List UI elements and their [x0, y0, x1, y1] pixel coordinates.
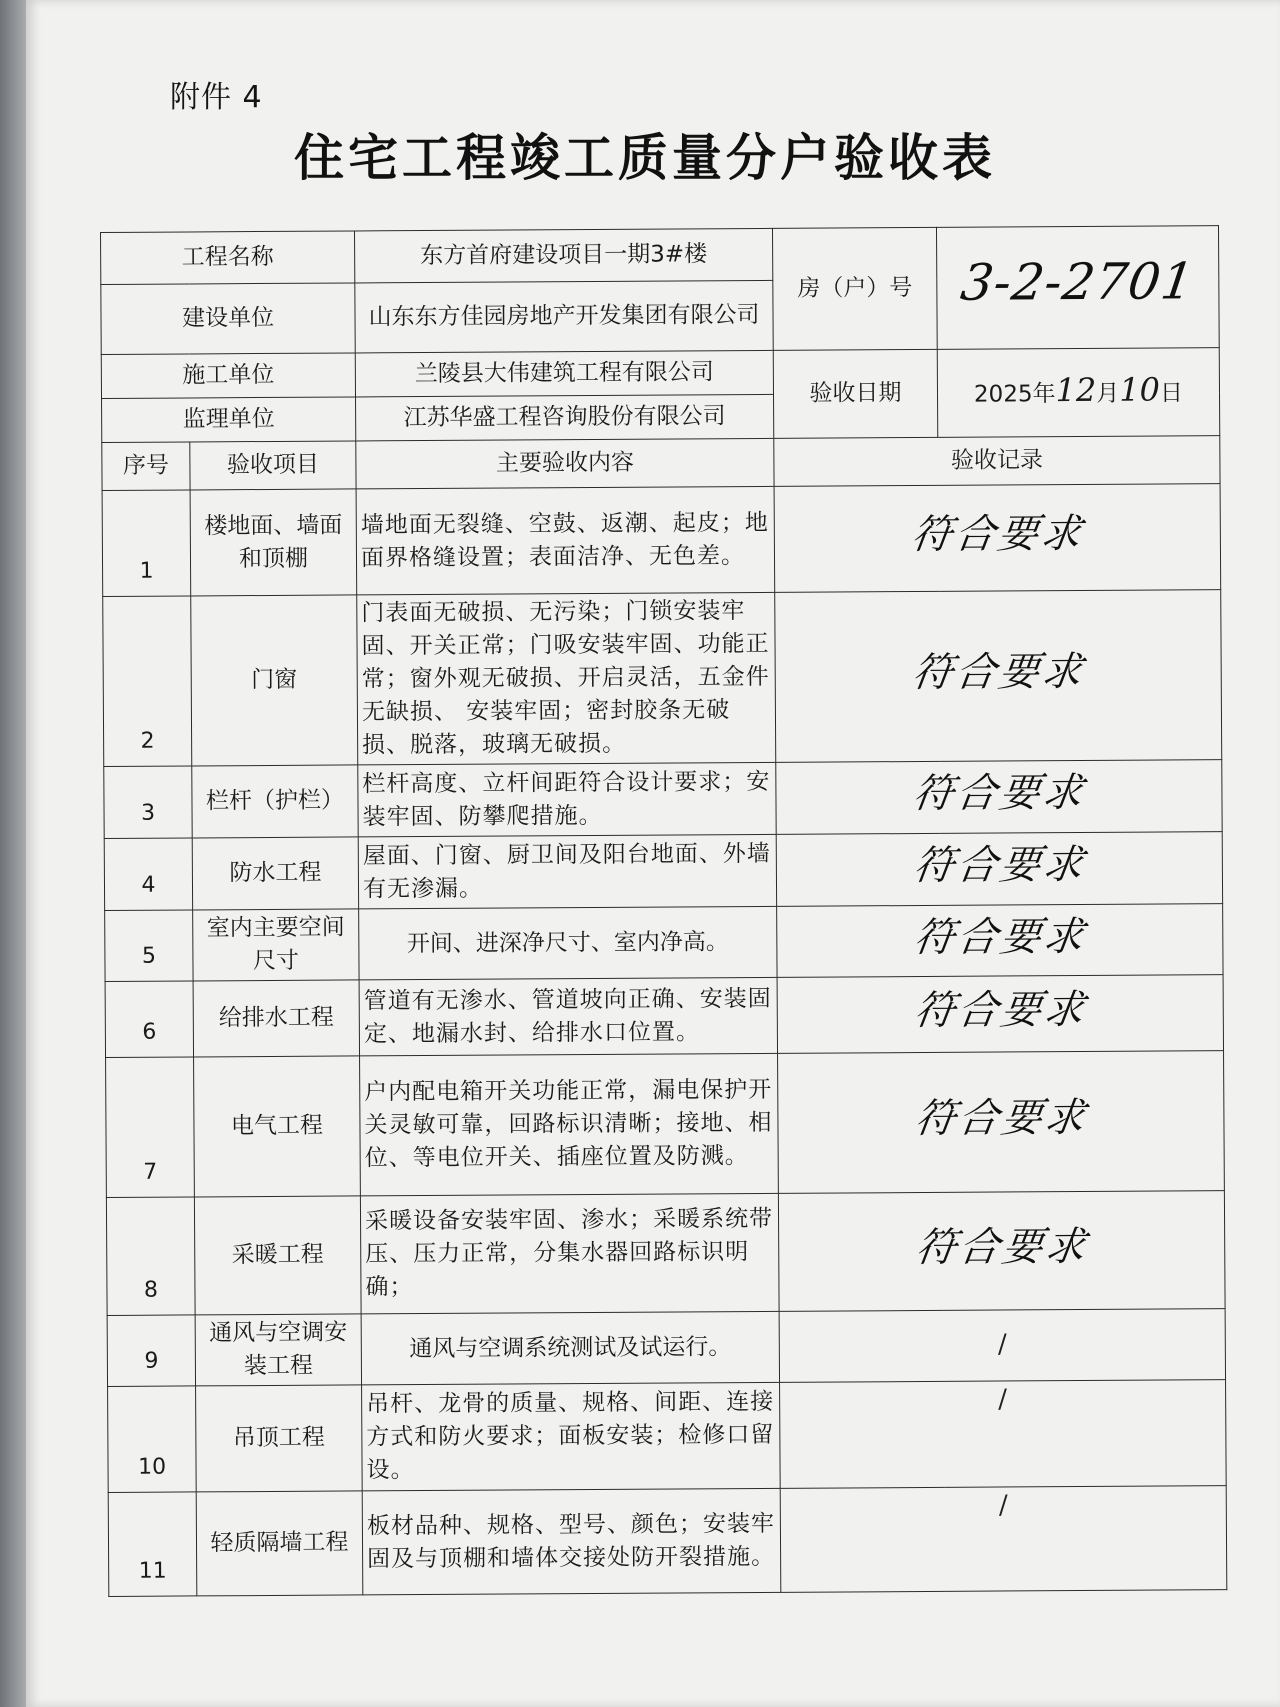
row-record	[777, 904, 1223, 978]
column-header-seq: 序号	[102, 442, 190, 491]
row-content: 管道有无渗水、管道坡向正确、安装固定、地漏水封、给排水口位置。	[359, 977, 777, 1056]
table-row	[102, 484, 1221, 597]
project-name-value: 东方首府建设项目一期3#楼	[354, 228, 772, 283]
row-item: 采暖工程	[194, 1196, 361, 1315]
project-name-label: 工程名称	[101, 231, 355, 285]
acceptance-date-label: 验收日期	[773, 349, 938, 438]
row-record	[778, 1051, 1225, 1194]
record-handwritten: 符合要求	[909, 769, 1089, 818]
row-record	[780, 1486, 1227, 1593]
row-content: 开间、进深净尺寸、室内净高。	[359, 906, 777, 980]
room-number-label: 房（户）号	[772, 227, 937, 350]
date-day-handwritten: 10	[1119, 370, 1161, 409]
form-title: 住宅工程竣工质量分户验收表	[294, 129, 996, 187]
column-header-content: 主要验收内容	[356, 438, 774, 489]
construction-unit-value: 山东东方佳园房地产开发集团有限公司	[355, 280, 773, 353]
date-day-unit: 日	[1159, 380, 1184, 407]
acceptance-date-cell	[937, 348, 1220, 438]
date-month-handwritten: 12	[1055, 370, 1097, 410]
record-handwritten: 符合要求	[910, 913, 1089, 961]
table-row	[103, 590, 1222, 767]
record-slash: /	[998, 1490, 1008, 1521]
row-item: 栏杆（护栏）	[192, 765, 358, 838]
row-seq: 3	[104, 766, 192, 839]
row-content: 栏杆高度、立杆间距符合设计要求；安装牢固、防攀爬措施。	[358, 762, 776, 837]
record-handwritten: 符合要求	[912, 1223, 1091, 1272]
row-record	[775, 590, 1222, 763]
row-record	[774, 484, 1221, 593]
row-content: 墙地面无裂缝、空鼓、返潮、起皮；地面界格缝设置；表面洁净、无色差。	[356, 486, 775, 595]
row-content: 通风与空调系统测试及试运行。	[361, 1311, 779, 1385]
record-handwritten: 符合要求	[909, 648, 1088, 697]
table-row	[107, 1309, 1225, 1387]
builder-value: 兰陵县大伟建筑工程有限公司	[355, 350, 773, 397]
row-record	[778, 1191, 1225, 1312]
record-handwritten: 符合要求	[911, 1094, 1091, 1143]
row-item: 轻质隔墙工程	[196, 1491, 363, 1596]
acceptance-table	[100, 225, 1227, 1597]
row-record	[776, 760, 1222, 835]
table-row	[108, 1486, 1227, 1597]
row-record	[776, 832, 1222, 907]
row-record	[780, 1380, 1227, 1489]
column-header-record: 验收记录	[774, 436, 1220, 487]
table-row	[106, 1191, 1225, 1316]
row-seq: 7	[106, 1057, 195, 1198]
row-content: 屋面、门窗、厨卫间及阳台地面、外墙有无渗漏。	[358, 834, 776, 909]
attachment-label: 附件 4	[170, 80, 263, 115]
row-record	[777, 975, 1223, 1054]
row-item: 电气工程	[194, 1056, 361, 1197]
row-item: 吊顶工程	[196, 1385, 363, 1492]
room-number-handwritten: 3-2-2701	[957, 252, 1199, 312]
table-row	[104, 760, 1222, 839]
row-content: 户内配电箱开关功能正常，漏电保护开关灵敏可靠，回路标识清晰；接地、相位、等电位开关、插座位置及防溅。	[360, 1053, 779, 1196]
row-record	[779, 1309, 1225, 1383]
row-seq: 5	[105, 910, 193, 982]
row-item: 室内主要空间尺寸	[193, 909, 359, 981]
row-content: 采暖设备安装牢固、渗水；采暖系统带压、压力正常，分集水器回路标识明确；	[360, 1193, 779, 1314]
row-item: 给排水工程	[193, 980, 359, 1057]
row-item: 楼地面、墙面和顶棚	[190, 489, 357, 596]
row-seq: 8	[106, 1197, 195, 1316]
date-year: 2025年	[973, 381, 1056, 408]
row-content: 板材品种、规格、型号、颜色；安装牢固及与顶棚和墙体交接处防开裂措施。	[362, 1488, 781, 1595]
supervisor-value: 江苏华盛工程咨询股份有限公司	[356, 394, 774, 441]
table-row	[104, 832, 1222, 911]
row-seq: 11	[108, 1492, 197, 1597]
row-item: 通风与空调安装工程	[195, 1314, 361, 1386]
binder-edge	[0, 0, 26, 1707]
row-seq: 10	[108, 1386, 197, 1493]
date-month-unit: 月	[1096, 380, 1120, 407]
acceptance-form	[100, 225, 1226, 1612]
record-handwritten: 符合要求	[910, 841, 1089, 890]
row-seq: 6	[105, 981, 193, 1058]
row-content: 吊杆、龙骨的质量、规格、间距、连接方式和防火要求；面板安装；检修口留设。	[362, 1382, 781, 1491]
record-handwritten: 符合要求	[911, 986, 1090, 1035]
column-header-item: 验收项目	[190, 441, 356, 490]
row-item: 门窗	[191, 595, 358, 766]
record-slash: /	[998, 1384, 1008, 1415]
table-row	[105, 975, 1223, 1058]
row-content: 门表面无破损、无污染；门锁安装牢固、开关正常；门吸安装牢固、功能正常；窗外观无破损、开启灵活，五金件无缺损、 安装牢固；密封胶条无破损、脱落，玻璃无破损。	[357, 592, 776, 765]
row-seq: 2	[103, 596, 192, 767]
table-row	[106, 1051, 1225, 1198]
row-seq: 4	[104, 838, 192, 911]
record-handwritten: 符合要求	[908, 510, 1087, 559]
record-slash: /	[997, 1329, 1007, 1360]
construction-unit-label: 建设单位	[101, 283, 355, 355]
table-row	[105, 904, 1223, 982]
row-seq: 9	[107, 1315, 195, 1387]
table-row	[108, 1380, 1227, 1493]
supervisor-label: 监理单位	[102, 397, 356, 443]
builder-label: 施工单位	[101, 353, 355, 399]
row-item: 防水工程	[192, 837, 358, 910]
room-number-cell	[936, 226, 1219, 350]
row-seq: 1	[102, 490, 191, 597]
